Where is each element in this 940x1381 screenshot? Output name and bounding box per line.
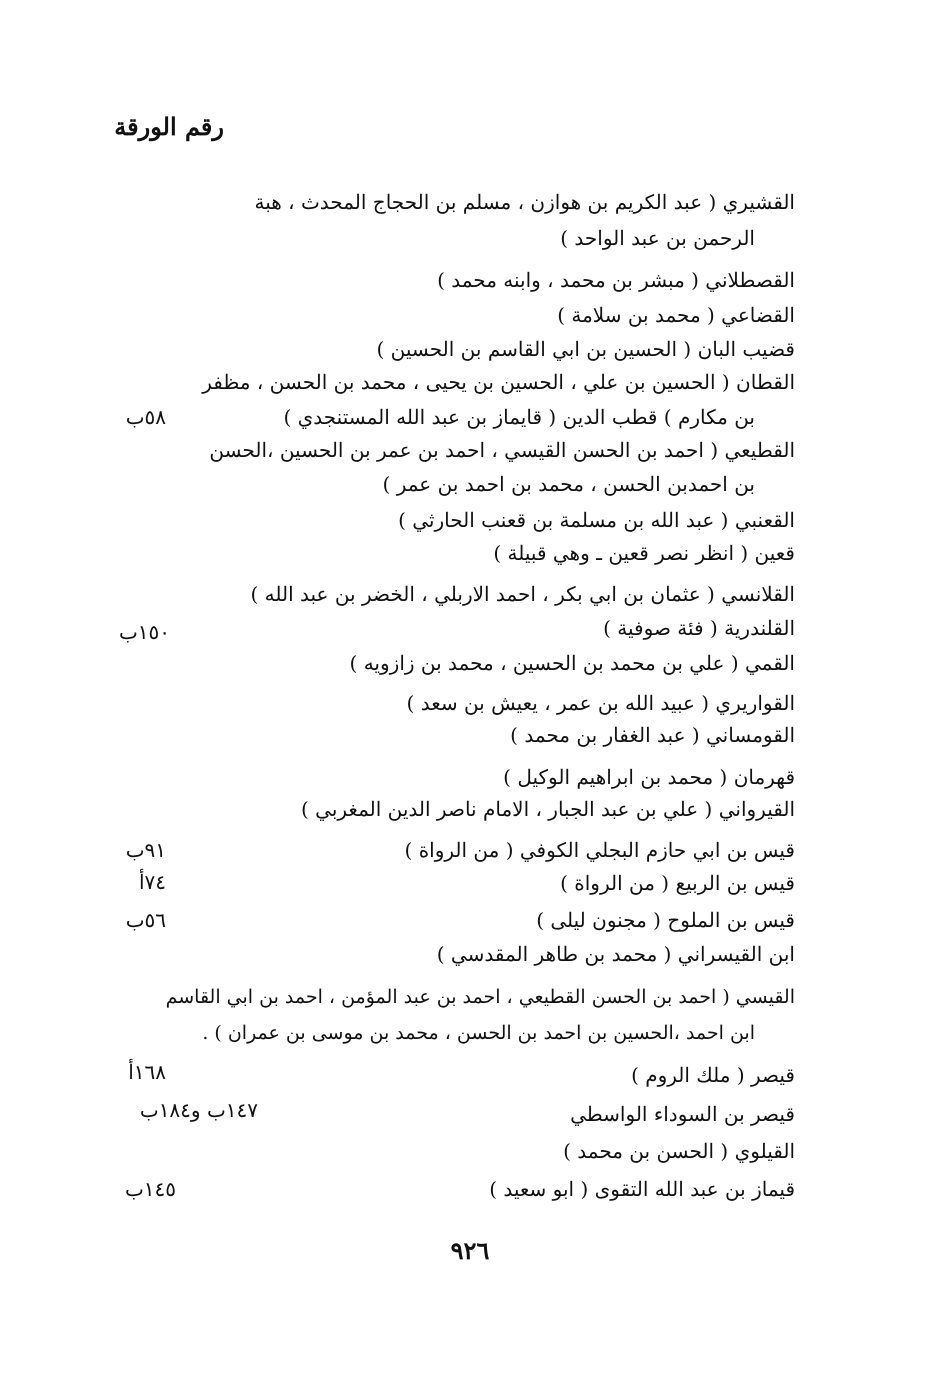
entry-line: قيصر بن السوداء الواسطي bbox=[570, 1102, 795, 1126]
entry-line: القيرواني ( علي بن عبد الجبار ، الامام ناصر الدين المغربي ) bbox=[300, 797, 795, 821]
index-entry bbox=[398, 502, 795, 538]
entry-line: قيس بن الربيع ( من الرواة ) bbox=[560, 871, 795, 895]
index-entry bbox=[503, 759, 795, 795]
index-entry bbox=[301, 791, 795, 827]
index-entry bbox=[603, 610, 795, 646]
entry-line: القلانسي ( عثمان بن ابي بكر ، احمد الاربلي ، الخضر بن عبد الله ) bbox=[250, 582, 795, 606]
index-entry bbox=[560, 865, 795, 901]
index-entry bbox=[251, 576, 796, 612]
column-header-page-reference: رقم الورقة bbox=[114, 112, 224, 141]
entry-line: قضيب البان ( الحسين بن ابي القاسم بن الحسين ) bbox=[376, 337, 795, 361]
index-entry bbox=[557, 297, 795, 333]
index-entry bbox=[489, 1171, 795, 1207]
index-entry bbox=[563, 1133, 795, 1169]
index-entry bbox=[407, 685, 795, 721]
index-entry bbox=[255, 184, 796, 256]
entry-line: القطيعي ( احمد بن الحسن القيسي ، احمد بن عمر بن الحسين ،الحسن bbox=[209, 438, 795, 462]
index-entry bbox=[202, 364, 795, 434]
index-entry bbox=[437, 936, 795, 972]
entry-line: قيس بن الملوح ( مجنون ليلى ) bbox=[536, 908, 795, 932]
entry-line: قهرمان ( محمد بن ابراهيم الوكيل ) bbox=[503, 765, 795, 789]
index-entry bbox=[166, 979, 795, 1051]
entry-line: القشيري ( عبد الكريم بن هوازن ، مسلم بن الحجاج المحدث ، هبة bbox=[254, 190, 795, 214]
entry-continuation: بن مكارم ) قطب الدين ( قايماز بن عبد الله المستنجدي ) bbox=[283, 405, 755, 429]
entry-continuation: بن احمدبن الحسن ، محمد بن احمد بن عمر ) bbox=[382, 472, 755, 496]
page-number: ٩٢٦ bbox=[450, 1236, 490, 1265]
index-entry bbox=[493, 535, 795, 571]
entry-line: القطان ( الحسين بن علي ، الحسين بن يحيى ، محمد بن الحسن ، مظفر bbox=[202, 370, 795, 394]
entry-line: قيماز بن عبد الله التقوى ( ابو سعيد ) bbox=[489, 1177, 795, 1201]
entry-line: القيسي ( احمد بن الحسن القطيعي ، احمد بن عبد المؤمن ، احمد بن ابي القاسم bbox=[165, 986, 795, 1008]
entry-line: القومساني ( عبد الغفار بن محمد ) bbox=[510, 723, 795, 747]
document-page: رقم الورقة القشيري ( عبد الكريم بن هوازن ، مسلم بن الحجاج المحدث ، هبة الرحمن بن عبد الواحد ) القصطلاني ( مبشر بن محمد ، وابنه محمد ) القضاعي ( محمد بن سلامة ) قضيب البان ( الحسين بن ابي القاسم بن الحسين ) القطان ( الحسين بن علي ، الحسين بن يحيى ، محمد بن الحسن ، مظفر بن مكارم ) قطب الدين ( قايماز بن عبد الله المستنجدي ) القطيعي ( احمد بن الحسن القيسي ، احمد بن عمر بن الحسين ،الحسن بن احمدبن الحسن ، محمد بن احمد بن عمر ) القعنبي ( عبد الله بن مسلمة بن قعنب الحارثي ) قعين ( انظر نصر قعين ـ وهي قبيلة ) القلانسي ( عثمان بن ابي بكر ، احمد الاربلي ، الخضر بن عبد الله ) القلندرية ( فئة صوفية ) القمي ( علي بن محمد بن الحسين ، محمد بن زازويه ) القواريري ( عبيد الله بن عمر ، يعيش بن سعد ) القومساني ( عبد الغفار بن محمد ) قهرمان ( محمد بن ابراهيم الوكيل ) القيرواني ( علي بن عبد الجبار ، الامام ناصر الدين المغربي ) قيس بن ابي حازم البجلي الكوفي ( من الرواة ) قيس بن الربيع ( من الرواة ) قيس بن الملوح ( مجنون ليلى ) ابن القيسراني ( محمد بن طاهر المقدسي ) القيسي ( احمد بن الحسن القطيعي ، احمد بن عبد المؤمن ، احمد بن ابي القاسم ابن احمد ،الحسين بن احمد بن الحسن ، محمد بن موسى بن عمران ) . قيصر ( ملك الروم ) قيصر بن السوداء الواسطي القيلوي ( الحسن بن محمد ) قيماز بن عبد الله التقوى ( ابو سعيد ) ٥٨ب ١٥٠ب ٩١ب ٧٤أ ٥٦ب ١٦٨أ ١٤٧ب و١٨٤ب ١٤٥ب ٩٢٦ bbox=[0, 0, 940, 1381]
index-entry bbox=[209, 432, 795, 500]
entry-line: قعين ( انظر نصر قعين ـ وهي قبيلة ) bbox=[493, 541, 795, 565]
entry-line: قيس بن ابي حازم البجلي الكوفي ( من الرواة ) bbox=[404, 838, 795, 862]
index-entry bbox=[631, 1057, 795, 1093]
entry-line: القعنبي ( عبد الله بن مسلمة بن قعنب الحارثي ) bbox=[398, 508, 795, 532]
index-entry bbox=[350, 645, 795, 681]
entry-line: القيلوي ( الحسن بن محمد ) bbox=[563, 1139, 795, 1163]
index-entry bbox=[570, 1096, 795, 1132]
index-entry bbox=[536, 902, 795, 938]
entry-line: القصطلاني ( مبشر بن محمد ، وابنه محمد ) bbox=[437, 268, 795, 292]
index-entry bbox=[510, 717, 795, 753]
entry-line: القضاعي ( محمد بن سلامة ) bbox=[557, 303, 795, 327]
entry-line: القواريري ( عبيد الله بن عمر ، يعيش بن سعد ) bbox=[406, 691, 795, 715]
index-entry bbox=[437, 262, 795, 298]
index-entry bbox=[405, 832, 795, 868]
entry-line: القلندرية ( فئة صوفية ) bbox=[603, 616, 795, 640]
entry-line: ابن القيسراني ( محمد بن طاهر المقدسي ) bbox=[436, 942, 795, 966]
entry-line: قيصر ( ملك الروم ) bbox=[631, 1063, 795, 1087]
entry-continuation: ابن احمد ،الحسين بن احمد بن الحسن ، محمد بن موسى بن عمران ) . bbox=[202, 1022, 755, 1044]
index-entry bbox=[377, 331, 796, 367]
entry-line: القمي ( علي بن محمد بن الحسين ، محمد بن زازويه ) bbox=[349, 651, 795, 675]
entry-continuation: الرحمن بن عبد الواحد ) bbox=[560, 226, 755, 250]
